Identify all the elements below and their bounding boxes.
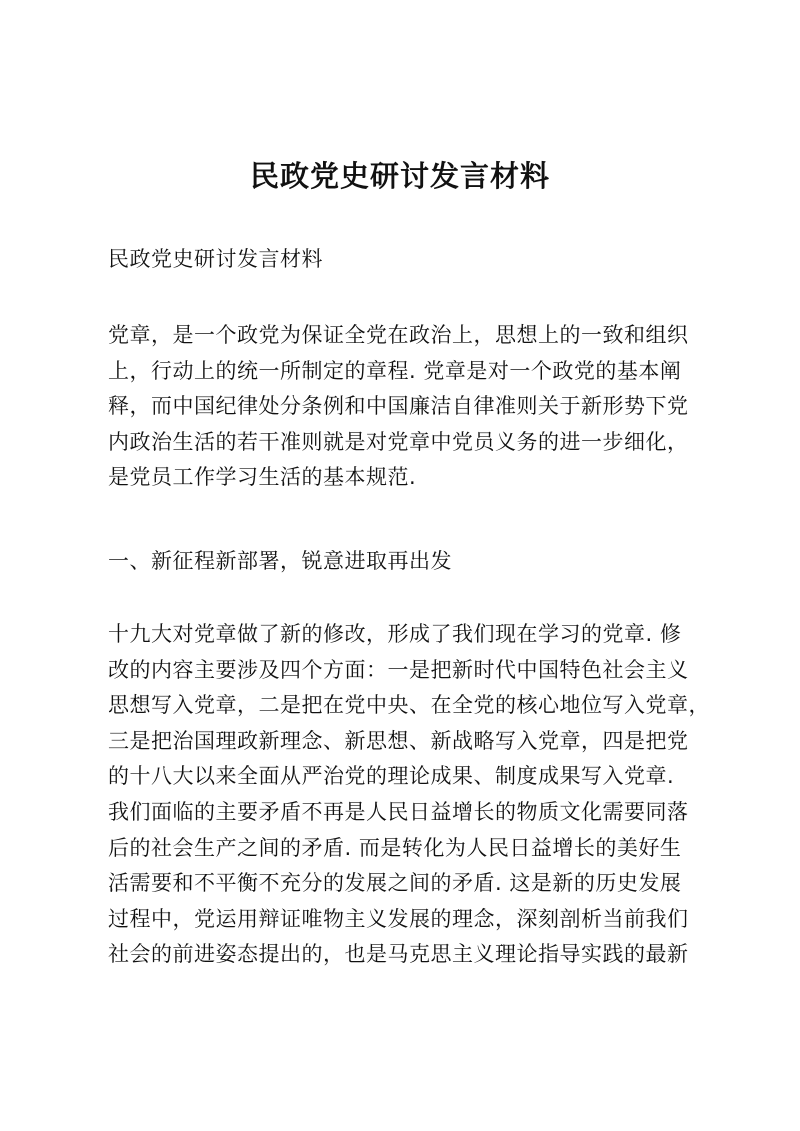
document-title: 民政党史研讨发言材料: [249, 159, 550, 193]
paragraph-line: 是党员工作学习生活的基本规范.: [108, 465, 417, 490]
paragraph-line: 后的社会生产之间的矛盾. 而是转化为人民日益增长的美好生: [108, 835, 682, 860]
document-subtitle: 民政党史研讨发言材料: [108, 247, 323, 271]
intro-paragraph: [108, 318, 708, 496]
paragraph-line: 三是把治国理政新理念、新思想、新战略写入党章，四是把党: [108, 728, 689, 753]
section-heading: 一、新征程新部署，锐意进取再出发: [108, 549, 452, 573]
paragraph-line: 释，而中国纪律处分条例和中国廉洁自律准则关于新形势下党: [108, 394, 689, 419]
paragraph-line: 十九大对党章做了新的修改，形成了我们现在学习的党章. 修: [108, 622, 682, 646]
paragraph-line: 我们面临的主要矛盾不再是人民日益增长的物质文化需要同落: [108, 799, 689, 824]
paragraph-line: 党章，是一个政党为保证全党在政治上，思想上的一致和组织: [108, 323, 689, 347]
paragraph-line: 思想写入党章，二是把在党中央、在全党的核心地位写入党章，: [108, 693, 710, 718]
paragraph-line: 社会的前进姿态提出的，也是马克思主义理论指导实践的最新: [108, 942, 689, 967]
section-paragraph: [108, 617, 708, 973]
paragraph-line: 过程中，党运用辩证唯物主义发展的理念，深刻剖析当前我们: [108, 906, 689, 931]
paragraph-line: 内政治生活的若干准则就是对党章中党员义务的进一步细化，: [108, 429, 689, 454]
paragraph-line: 改的内容主要涉及四个方面：一是把新时代中国特色社会主义: [108, 657, 689, 682]
paragraph-line: 上，行动上的统一所制定的章程. 党章是对一个政党的基本阐: [108, 358, 682, 383]
paragraph-line: 的十八大以来全面从严治党的理论成果、制度成果写入党章.: [108, 764, 675, 789]
paragraph-line: 活需要和不平衡不充分的发展之间的矛盾. 这是新的历史发展: [108, 871, 682, 896]
